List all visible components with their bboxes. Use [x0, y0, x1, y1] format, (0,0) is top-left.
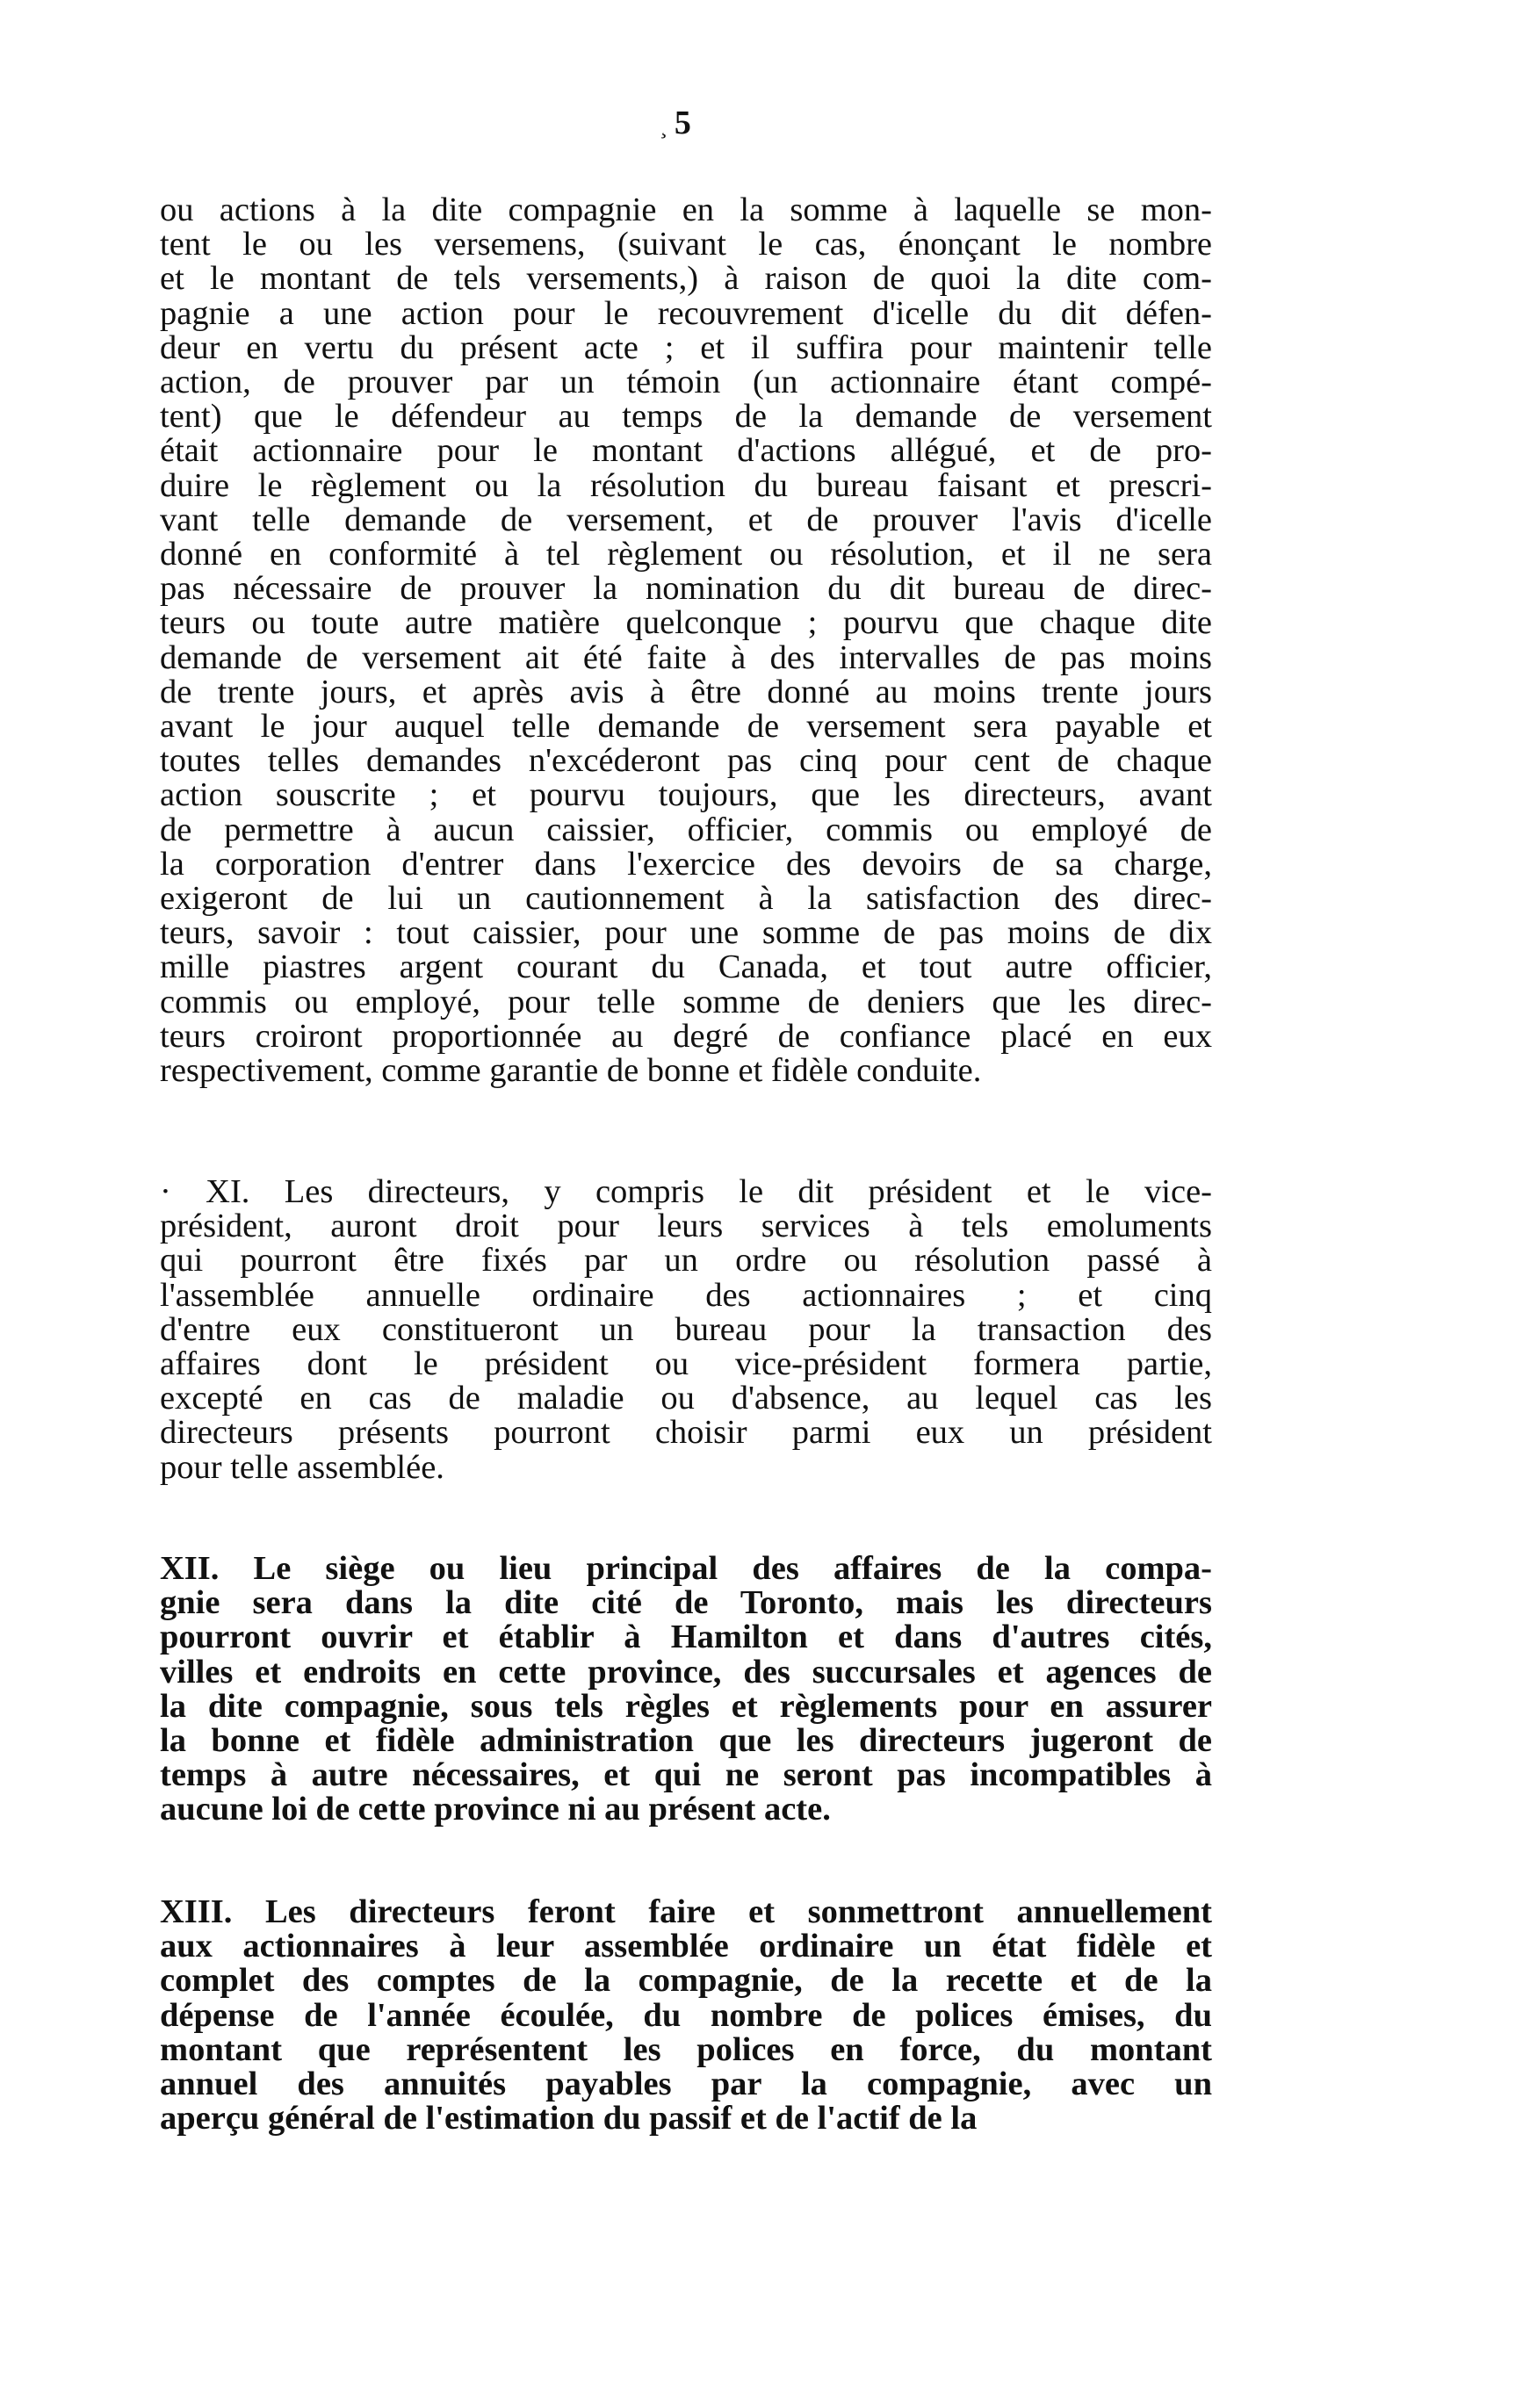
text-line: villes et endroits en cette province, des succursales et agences de [160, 1653, 1212, 1691]
paragraph-article-xii [160, 1552, 1212, 1828]
paragraph-article-xiii [160, 1895, 1212, 2136]
text-line: l'assemblée annuelle ordinaire des actionnaires ; et cinq [160, 1276, 1212, 1314]
text-line: action souscrite ; et pourvu toujours, que les directeurs, avant [160, 776, 1212, 814]
text-line: complet des comptes de la compagnie, de la recette et de la [160, 1962, 1212, 2000]
text-line: de trente jours, et après avis à être donné au moins trente jours [160, 673, 1212, 710]
text-line: montant que représentent les polices en force, du montant [160, 2030, 1212, 2068]
text-line: de permettre à aucun caissier, officier, commis ou employé de [160, 811, 1212, 848]
text-line: pagnie a une action pour le recouvrement d'icelle du dit défen- [160, 294, 1212, 332]
text-line: gnie sera dans la dite cité de Toronto, mais les directeurs [160, 1584, 1212, 1622]
text-line: dépense de l'année écoulée, du nombre de polices émises, du [160, 1996, 1212, 2034]
text-line: teurs croiront proportionnée au degré de confiance placé en eux [160, 1017, 1212, 1055]
page-mark: ¸ [660, 113, 669, 139]
paragraph-continuation [160, 193, 1212, 1088]
text-line: d'entre eux constitueront un bureau pour la transaction des [160, 1310, 1212, 1348]
text-line: teurs, savoir : tout caissier, pour une somme de pas moins de dix [160, 914, 1212, 952]
text-line: la bonne et fidèle administration que les directeurs jugeront de [160, 1722, 1212, 1760]
text-line: président, auront droit pour leurs services à tels emoluments [160, 1208, 1212, 1245]
text-line: directeurs présents pourront choisir parmi eux un président [160, 1414, 1212, 1452]
text-line: la corporation d'entrer dans l'exercice des devoirs de sa charge, [160, 845, 1212, 883]
text-line: pas nécessaire de prouver la nomination du dit bureau de direc- [160, 570, 1212, 608]
text-line: tent) que le défendeur au temps de la demande de versement [160, 398, 1212, 436]
text-line: excepté en cas de maladie ou d'absence, au lequel cas les [160, 1380, 1212, 1417]
page-number [615, 104, 738, 142]
text-line: vant telle demande de versement, et de prouver l'avis d'icelle [160, 501, 1212, 538]
text-line: commis ou employé, pour telle somme de deniers que les direc- [160, 983, 1212, 1020]
text-line: ou actions à la dite compagnie en la somme à laquelle se mon- [160, 191, 1212, 228]
text-line: XII. Le siège ou lieu principal des affaires de la compa- [160, 1550, 1212, 1587]
text-line: temps à autre nécessaires, et qui ne seront pas incompatibles à [160, 1756, 1212, 1794]
text-line: XIII. Les directeurs feront faire et sonmettront annuellement [160, 1893, 1212, 1930]
text-line: tent le ou les versemens, (suivant le cas, énonçant le nombre [160, 226, 1212, 263]
text-line: aperçu général de l'estimation du passif et de l'actif de la [160, 2100, 978, 2138]
text-line: duire le règlement ou la résolution du bureau faisant et prescri- [160, 466, 1212, 504]
page-number-value: 5 [674, 105, 693, 141]
text-line: toutes telles demandes n'excéderont pas cinq pour cent de chaque [160, 742, 1212, 780]
text-line: pourront ouvrir et établir à Hamilton et dans d'autres cités, [160, 1619, 1212, 1656]
text-line: donné en conformité à tel règlement ou résolution, et il ne sera [160, 536, 1212, 573]
paragraph-article-xi [160, 1175, 1212, 1485]
text-line: respectivement, comme garantie de bonne et fidèle conduite. [160, 1052, 982, 1090]
text-line: avant le jour auquel telle demande de versement sera payable et [160, 708, 1212, 746]
text-line: teurs ou toute autre matière quelconque ; pourvu que chaque dite [160, 604, 1212, 642]
text-line: aux actionnaires à leur assemblée ordinaire un état fidèle et [160, 1928, 1212, 1965]
text-line: action, de prouver par un témoin (un actionnaire étant compé- [160, 364, 1212, 401]
text-line: la dite compagnie, sous tels règles et règlements pour en assurer [160, 1687, 1212, 1725]
text-line: mille piastres argent courant du Canada, et tout autre officier, [160, 948, 1212, 986]
text-line: et le montant de tels versements,) à raison de quoi la dite com- [160, 260, 1212, 298]
text-line: était actionnaire pour le montant d'actions allégué, et de pro- [160, 432, 1212, 470]
text-line: exigeront de lui un cautionnement à la satisfaction des direc- [160, 880, 1212, 918]
text-line: deur en vertu du présent acte ; et il suffira pour maintenir telle [160, 328, 1212, 366]
text-line: · XI. Les directeurs, y compris le dit président et le vice- [160, 1173, 1212, 1210]
text-line: pour telle assemblée. [160, 1448, 444, 1486]
text-line: demande de versement ait été faite à des intervalles de pas moins [160, 638, 1212, 676]
text-line: qui pourront être fixés par un ordre ou résolution passé à [160, 1242, 1212, 1280]
text-line: annuel des annuités payables par la compagnie, avec un [160, 2066, 1212, 2103]
text-line: affaires dont le président ou vice-président formera partie, [160, 1345, 1212, 1383]
text-line: aucune loi de cette province ni au présent acte. [160, 1791, 831, 1828]
